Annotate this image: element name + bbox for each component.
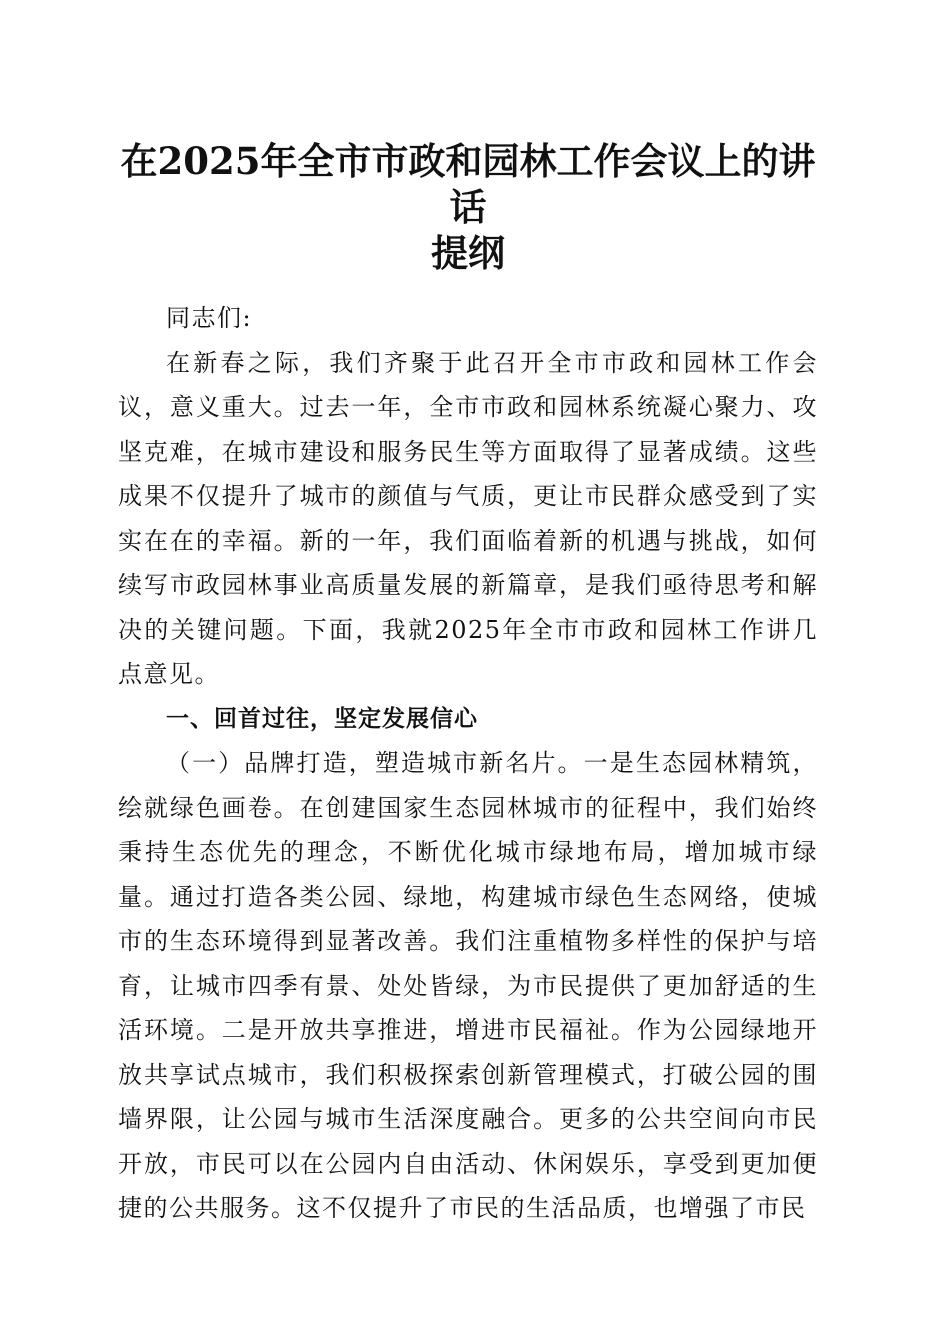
section-1-paragraph-1: （一）品牌打造，塑造城市新名片。一是生态园林精筑，绘就绿色画卷。在创建国家生态园林城市的征程中，我们始终秉持生态优先的理念，不断优化城市绿地布局，增加城市绿量。通过打造各类公园、绿地，构建城市绿色生态网络，使城市的生态环境得到显著改善。我们注重植物多样性的保护与培育，让城市四季有景、处处皆绿，为市民提供了更加舒适的生活环境。二是开放共享推进，增进市民福祉。作为公园绿地开放共享试点城市，我们积极探索创新管理模式，打破公园的围墙界限，让公园与城市生活深度融合。更多的公共空间向市民开放，市民可以在公园内自由活动、休闲娱乐，享受到更加便捷的公共服务。这不仅提升了市民的生活品质，也增强了市民 bbox=[118, 749, 818, 1222]
intro-paragraph: 在新春之际，我们齐聚于此召开全市市政和园林工作会议，意义重大。过去一年，全市市政和园林系统凝心聚力、攻坚克难，在城市建设和服务民生等方面取得了显著成绩。这些成果不仅提升了城市的颜值与气质，更让市民群众感受到了实实在在的幸福。新的一年，我们面临着新的机遇与挑战，如何续写市政园林事业高质量发展的新篇章，是我们亟待思考和解决的关键问题。下面，我就2025年全市市政和园林工作讲几点意见。 bbox=[118, 348, 818, 688]
document-title bbox=[118, 138, 818, 276]
title-line-1: 在2025年全市市政和园林工作会议上的讲话 bbox=[120, 139, 816, 229]
salutation: 同志们: bbox=[166, 304, 253, 332]
section-heading-1: 一、回首过往，坚定发展信心 bbox=[166, 705, 478, 732]
document-page bbox=[118, 138, 818, 1231]
title-line-2: 提纲 bbox=[431, 231, 505, 275]
